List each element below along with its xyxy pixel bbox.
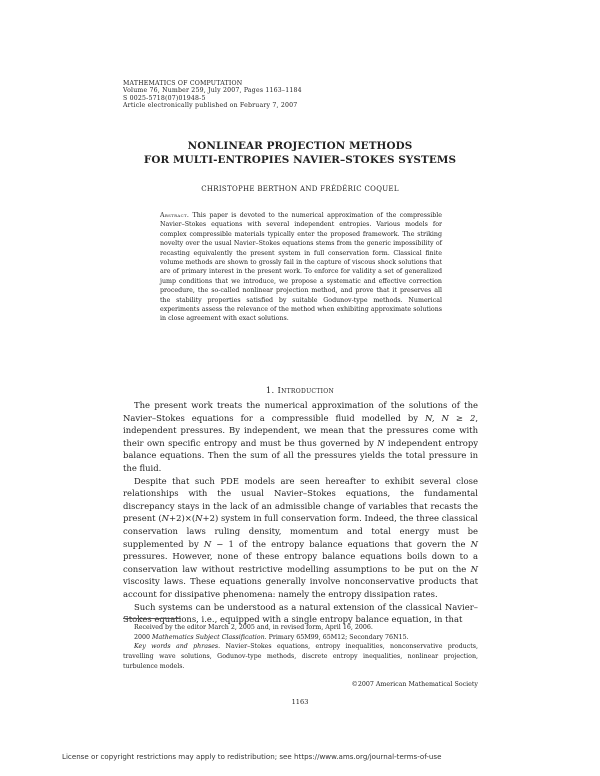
journal-issn: S 0025-5718(07)01948-5 bbox=[123, 94, 206, 102]
page-number: 1163 bbox=[291, 698, 309, 706]
received-note: Received by the editor March 2, 2005 and, in revised form, April 16, 2006. bbox=[134, 624, 373, 631]
title-line-2: FOR MULTI-ENTROPIES NAVIER–STOKES SYSTEMS bbox=[143, 154, 457, 166]
text-run: independent entropy balance equations. Then the sum of all the pressures yields the total pressure in the fluid. bbox=[123, 437, 478, 473]
text-run: pressures. However, none of these entropy balance equations boils down to a conservation law without restrictive modelling assumptions to be put on the bbox=[123, 551, 478, 574]
keywords-label: Key words and phrases. bbox=[134, 643, 221, 651]
abstract-text: This paper is devoted to the numerical approximation of the compressible Navier–Stokes equations with several independent entropies. Various models for complex compressible materials typically enter the proposed framework. The striking novelty over the usual Navier–Stokes equations stems from the generic impossibility of recasting equivalently the present system in full conservation form. Classical finite volume methods are shown to grossly fail in the capture of viscous shock solutions that are of primary interest in the present work. To enforce for validity a set of generalized jump conditions that we introduce, we propose a systematic and effective correction procedure, the so-called nonlinear projection method, and prove that it preserves all the stability properties satisfied by suitable Godunov-type methods. Numerical experiments assess the relevance of the method when exhibiting approximate solutions in close agreement with exact solutions. bbox=[160, 212, 442, 323]
paragraph-3 bbox=[123, 601, 478, 626]
text-run: The present work treats the numerical approximation of the solutions of the Navier–Stokes equations for a compressible fluid modelled by bbox=[123, 400, 478, 423]
text-run: +2) system in full conservation form. Indeed, the three classical conservation laws ruling density, momentum and total energy must be supplemented by bbox=[123, 513, 478, 549]
journal-volume: Volume 76, Number 259, July 2007, Pages 1163–1184 bbox=[123, 87, 302, 95]
footnote-rule bbox=[123, 618, 181, 619]
math-run: N bbox=[195, 513, 203, 524]
math-run: N bbox=[470, 538, 478, 549]
paragraph-2 bbox=[123, 475, 478, 601]
section-title: Introduction bbox=[277, 385, 335, 395]
abstract-label: Abstract. bbox=[160, 212, 190, 219]
text-run: , independent pressures. By independent, we mean that the pressures come with their own specific entropy and must be thus governed by bbox=[123, 412, 478, 448]
body-text bbox=[123, 399, 478, 626]
math-run: N bbox=[377, 437, 385, 448]
text-run: − 1 of the entropy balance equations that govern the bbox=[211, 538, 471, 549]
math-run: N, N ≥ 2 bbox=[425, 412, 476, 423]
license-footer: License or copyright restrictions may apply to redistribution; see https://www.ams.org/journal-terms-of-use bbox=[62, 752, 442, 761]
text-run: Despite that such PDE models are seen hereafter to exhibit several close relationships with the usual Navier–Stokes equations, the fundamental discrepancy stays in the lack of an admissible change of variables that recasts the present ( bbox=[123, 475, 478, 524]
footnotes bbox=[123, 623, 478, 672]
keywords-text: Navier–Stokes equations, entropy inequalities, nonconservative products, travelling wave solutions, Godunov-type methods, discrete entropy inequalities, nonlinear projection, turbulence models. bbox=[123, 643, 478, 670]
math-run: N bbox=[470, 563, 478, 574]
section-number: 1. bbox=[265, 385, 278, 395]
keywords-note bbox=[123, 642, 478, 671]
text-run: +2)×( bbox=[169, 513, 196, 524]
math-run: N bbox=[203, 538, 212, 549]
text-run: viscosity laws. These equations generally involve nonconservative products that account for dissipative phenomena: namely the entropy dissipation rates. bbox=[123, 576, 478, 599]
authors: CHRISTOPHE BERTHON AND FRÉDÉRIC COQUEL bbox=[201, 185, 399, 193]
msc-text: Primary 65M99, 65M12; Secondary 76N15. bbox=[266, 633, 409, 641]
paper-title bbox=[0, 139, 600, 167]
msc-label: Mathematics Subject Classification. bbox=[152, 633, 267, 641]
section-heading bbox=[0, 385, 600, 395]
abstract bbox=[160, 211, 442, 324]
title-line-1: NONLINEAR PROJECTION METHODS bbox=[187, 140, 413, 152]
paragraph-1 bbox=[123, 399, 478, 475]
journal-published: Article electronically published on February 7, 2007 bbox=[123, 102, 298, 110]
journal-header bbox=[123, 80, 302, 110]
msc-note bbox=[123, 633, 478, 643]
math-run: N bbox=[161, 513, 170, 524]
journal-name: MATHEMATICS OF COMPUTATION bbox=[123, 80, 243, 87]
text-run: Such systems can be understood as a natural extension of the classical Navier–Stokes equations, i.e., equipped with a single entropy balance equation, in that bbox=[123, 601, 478, 625]
msc-year: 2000 bbox=[134, 633, 153, 641]
copyright: ©2007 American Mathematical Society bbox=[351, 681, 478, 688]
